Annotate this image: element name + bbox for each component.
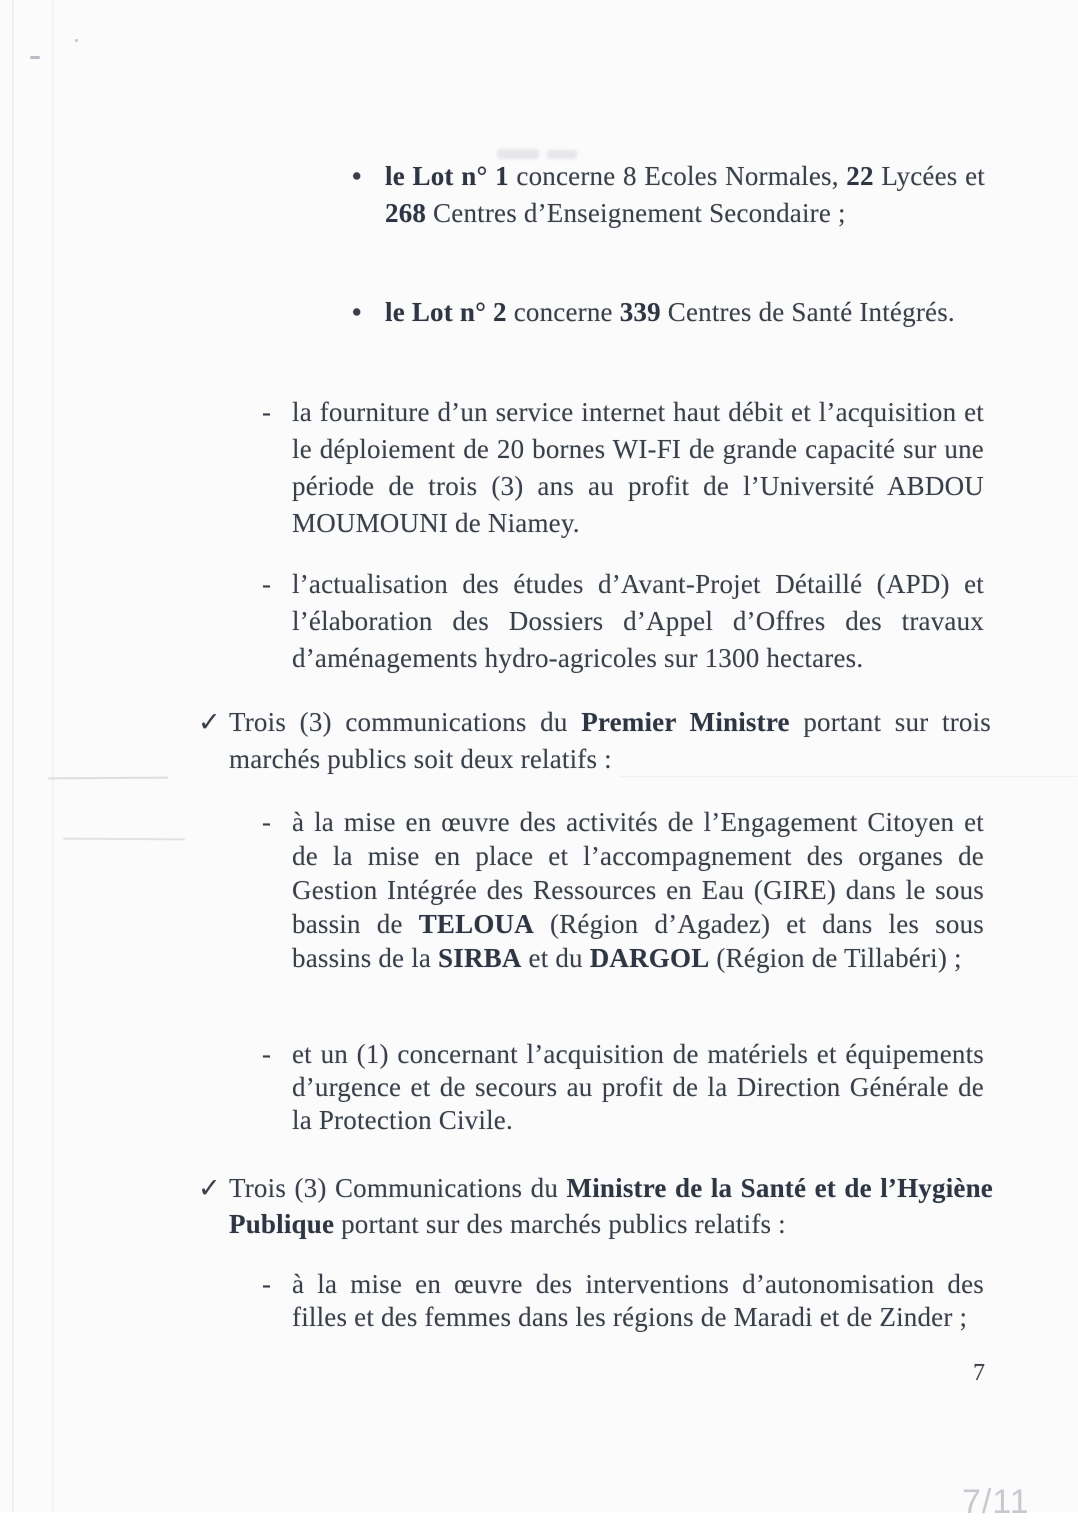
text-segment: TELOUA	[418, 909, 534, 939]
text-segment: (Région d’Agadez) et dans les sous bassins de la	[292, 909, 984, 973]
scan-artifact-speck	[75, 39, 78, 42]
dash-marker: -	[262, 397, 272, 427]
text-segment: DARGOL	[589, 943, 710, 973]
text-segment: 268	[385, 198, 427, 228]
scan-artifact-horizontal-smudge	[48, 777, 168, 780]
text-segment: à la mise en œuvre des interventions d’autonomisation des filles et des femmes dans les régions de Maradi et de Zinder ;	[292, 1269, 984, 1332]
text-segment: Centres de Santé Intégrés.	[660, 297, 955, 327]
text-segment: et du	[521, 943, 590, 973]
list-item-dash	[262, 805, 984, 975]
paragraph-text	[292, 1268, 984, 1334]
text-segment: portant sur des marchés publics relatifs :	[334, 1209, 786, 1239]
list-item-check	[198, 1170, 993, 1242]
bullet-icon: •	[352, 297, 362, 327]
dash-marker: -	[262, 1269, 272, 1299]
text-segment: 339	[619, 297, 661, 327]
text-segment: et un (1) concernant l’acquisition de matériels et équipements d’urgence et de secours au profit de la Direction Générale de la Protection Civile.	[292, 1039, 984, 1135]
text-segment: Ministre de la Santé et de l’Hygiène Publique	[229, 1173, 993, 1239]
paragraph-text	[292, 1038, 984, 1137]
scan-artifact-vertical-line	[52, 0, 54, 1512]
dash-marker: -	[262, 569, 272, 599]
text-segment: l’actualisation des études d’Avant-Projet Détaillé (APD) et l’élaboration des Dossiers d’Appel d’Offres des travaux d’aménagements hydro-agricoles sur 1300 hectares.	[292, 569, 984, 673]
list-item-bullet	[352, 158, 985, 232]
paragraph-text	[229, 704, 991, 778]
checkmark-icon: ✓	[198, 707, 221, 737]
paragraph-text	[385, 158, 985, 232]
text-segment: concerne 8 Ecoles Normales,	[516, 161, 847, 191]
pager-indicator: 7/11	[962, 1483, 1030, 1521]
text-segment: SIRBA	[438, 943, 522, 973]
dash-marker: -	[262, 807, 272, 837]
text-segment: la fourniture d’un service internet haut débit et l’acquisition et le déploiement de 20 bornes WI-FI de grande capacité sur une période de trois (3) ans au profit de l’Université ABDOU MOUMOUNI de Niamey.	[292, 397, 984, 538]
paragraph-text	[229, 1170, 993, 1242]
list-item-dash	[262, 1268, 984, 1334]
text-segment: le Lot n° 2	[385, 297, 514, 327]
page-number: 7	[973, 1360, 985, 1386]
list-item-bullet	[352, 294, 985, 331]
scan-artifact-vertical-line	[12, 0, 14, 1512]
text-segment: Premier Ministre	[581, 707, 790, 737]
text-segment: Trois (3) communications du	[229, 707, 582, 737]
list-item-dash	[262, 566, 984, 677]
text-segment: Lycées et	[873, 161, 985, 191]
paragraph-text	[385, 294, 985, 331]
text-segment: portant sur trois marchés publics soit deux relatifs :	[229, 707, 991, 774]
text-segment: 22	[846, 161, 874, 191]
list-item-dash	[262, 1038, 984, 1137]
paragraph-text	[292, 394, 984, 542]
text-segment: Trois (3) Communications du	[229, 1173, 567, 1203]
text-segment: à la mise en œuvre des activités de l’Engagement Citoyen et de la mise en place et l’accompagnement des organes de Gestion Intégrée des Ressources en Eau (GIRE) dans le sous bassin de	[292, 807, 984, 939]
bullet-icon: •	[352, 161, 362, 191]
checkmark-icon: ✓	[198, 1173, 221, 1203]
scan-artifact-mark	[30, 56, 40, 59]
text-segment: concerne	[513, 297, 620, 327]
text-segment: (Région de Tillabéri) ;	[709, 943, 962, 973]
text-segment: Centres d’Enseignement Secondaire ;	[426, 198, 846, 228]
list-item-check	[198, 704, 991, 778]
paragraph-text	[292, 805, 984, 975]
list-item-dash	[262, 394, 984, 542]
paragraph-text	[292, 566, 984, 677]
dash-marker: -	[262, 1039, 272, 1069]
text-segment: le Lot n° 1	[385, 161, 517, 191]
scan-artifact-horizontal-smudge	[63, 838, 185, 841]
